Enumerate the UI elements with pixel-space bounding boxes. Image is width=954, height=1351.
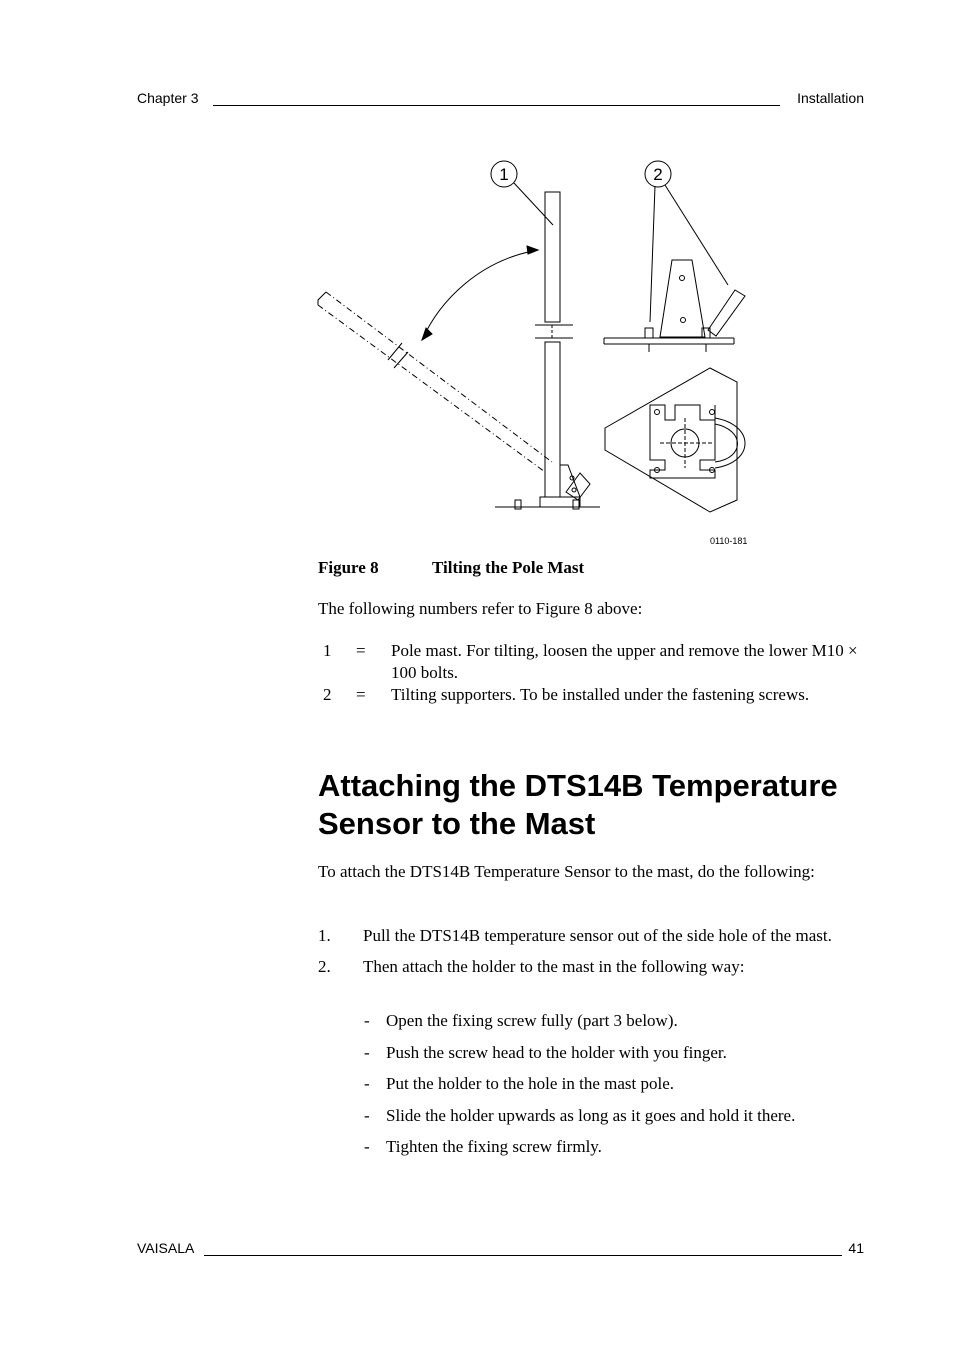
section-intro-text: To attach the DTS14B Temperature Sensor to the mast, do the following: <box>318 862 815 881</box>
substep-text: Slide the holder upwards as long as it goes and hold it there. <box>386 1105 796 1125</box>
header-section: Installation <box>793 90 864 106</box>
substep-item <box>363 1073 863 1095</box>
legend-text: Tilting supporters. To be installed under the fastening screws. <box>391 685 810 704</box>
header-chapter: Chapter 3 <box>137 90 202 106</box>
footer-company: VAISALA <box>137 1240 195 1256</box>
pole-mast-tilting-figure <box>300 150 780 550</box>
step-item <box>318 956 863 978</box>
substep-item <box>363 1010 863 1032</box>
substep-item <box>363 1042 863 1064</box>
section-heading: Attaching the DTS14B Temperature Sensor to the Mast <box>318 768 838 841</box>
figure-code: 0110-181 <box>710 536 748 546</box>
figure-caption <box>318 558 584 578</box>
step-number: 1. <box>318 926 331 945</box>
legend-number: 1 <box>323 641 332 660</box>
substeps-list <box>363 1010 863 1168</box>
callout-2-label: 2 <box>653 165 663 184</box>
steps-list <box>318 925 863 987</box>
legend-item <box>318 684 878 706</box>
page-number: 41 <box>848 1240 864 1256</box>
pole-lower <box>545 342 560 497</box>
page-header <box>137 90 864 110</box>
page-footer <box>137 1240 864 1260</box>
figure-caption-title: Tilting the Pole Mast <box>432 558 585 577</box>
legend-equals: = <box>356 685 366 704</box>
footer-rule <box>204 1255 842 1256</box>
legend-equals: = <box>356 641 366 660</box>
substep-dash: - <box>364 1105 370 1125</box>
substep-text: Push the screw head to the holder with you finger. <box>386 1042 727 1062</box>
step-text: Then attach the holder to the mast in the following way: <box>363 957 745 976</box>
substep-dash: - <box>364 1074 370 1094</box>
legend-text: Pole mast. For tilting, loosen the upper and remove the lower M10 × 100 bolts. <box>391 641 858 682</box>
substep-item <box>363 1105 863 1127</box>
callout-1-label: 1 <box>499 165 509 184</box>
figure-intro-text: The following numbers refer to Figure 8 above: <box>318 599 643 618</box>
step-item <box>318 925 863 947</box>
legend-number: 2 <box>323 685 332 704</box>
substep-dash: - <box>364 1042 370 1062</box>
substep-dash: - <box>364 1011 370 1030</box>
substep-item <box>363 1136 863 1158</box>
legend-item <box>318 640 878 684</box>
substep-text: Put the holder to the hole in the mast pole. <box>386 1074 675 1094</box>
step-text: Pull the DTS14B temperature sensor out of the side hole of the mast. <box>363 926 832 945</box>
substep-text: Open the fixing screw fully (part 3 below). <box>386 1011 678 1030</box>
figure-legend <box>318 640 878 706</box>
step-number: 2. <box>318 957 331 976</box>
header-rule <box>213 105 780 106</box>
pole-upper <box>545 192 560 322</box>
substep-text: Tighten the fixing screw firmly. <box>386 1137 602 1157</box>
figure-caption-number: Figure 8 <box>318 558 379 577</box>
substep-dash: - <box>364 1137 370 1157</box>
